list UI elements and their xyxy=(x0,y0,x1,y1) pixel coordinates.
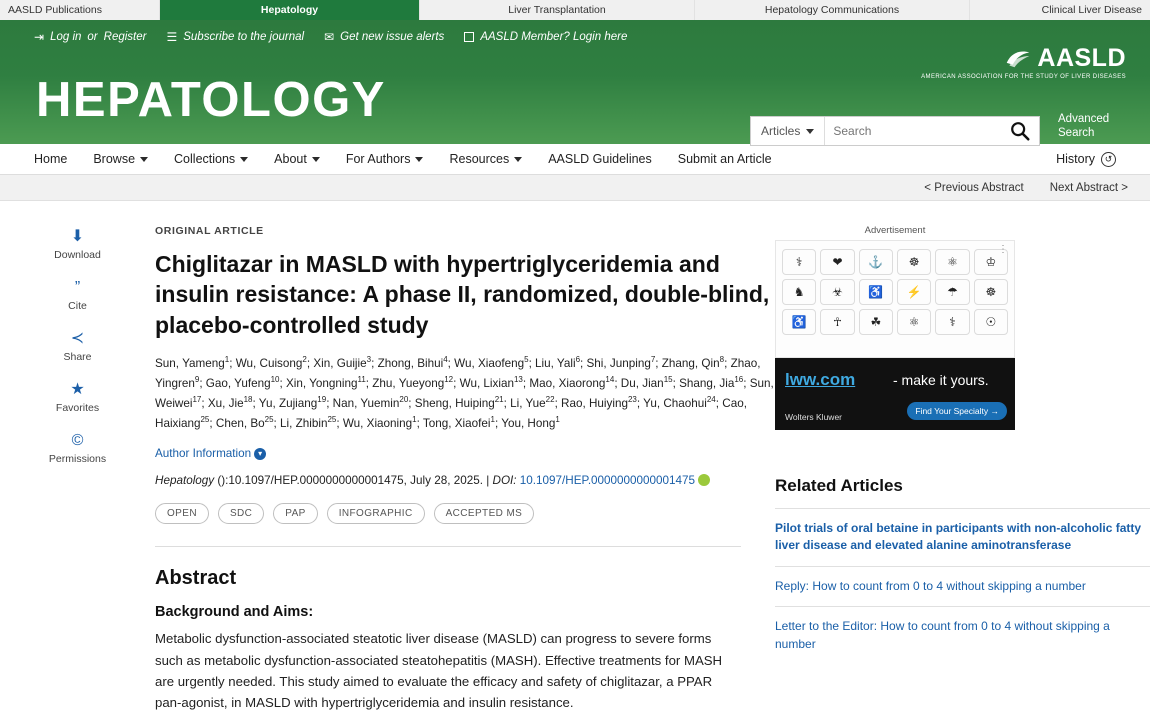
ad-icon-2: ❤ xyxy=(820,249,854,275)
main-navigation xyxy=(0,144,1150,175)
aasld-logo[interactable] xyxy=(921,46,1126,82)
nav-label: About xyxy=(274,152,307,166)
nav-label: Browse xyxy=(93,152,136,166)
ad-icon-7: ♞ xyxy=(782,279,816,305)
badge-infographic[interactable]: INFOGRAPHIC xyxy=(327,503,425,524)
search-area xyxy=(750,116,1040,146)
site-masthead xyxy=(0,20,1150,144)
ad-icon-15: ☘ xyxy=(859,309,893,335)
article-tools-rail xyxy=(0,201,155,713)
envelope-icon: ✉ xyxy=(324,30,335,44)
ad-icon-14: ☥ xyxy=(820,309,854,335)
tab-label: Liver Transplantation xyxy=(508,4,606,16)
ad-cta-button[interactable]: Find Your Specialty → xyxy=(907,402,1007,420)
search-button[interactable] xyxy=(1001,120,1039,142)
search-icon xyxy=(1009,120,1031,142)
new-issue-alerts-link[interactable]: Get new issue alerts xyxy=(340,31,445,43)
search-input[interactable] xyxy=(825,117,1001,145)
ad-brand: lww.com xyxy=(785,370,856,389)
related-article-link[interactable]: Reply: How to count from 0 to 4 without skipping a number xyxy=(775,578,1086,593)
chevron-down-icon xyxy=(140,157,148,162)
chevron-down-icon xyxy=(240,157,248,162)
tab-label: AASLD Publications xyxy=(8,4,102,16)
ad-tagline: - make it yours. xyxy=(893,372,989,388)
related-article-link[interactable]: Letter to the Editor: How to count from 0 to 4 without skipping a number xyxy=(775,619,1110,651)
tab-hepatology[interactable] xyxy=(160,0,420,20)
login-icon: ⇥ xyxy=(34,30,45,44)
article-badges xyxy=(155,503,775,524)
ad-icon-13: ♿ xyxy=(782,309,816,335)
ad-icon-11: ☂ xyxy=(935,279,969,305)
login-register-group[interactable] xyxy=(34,30,146,44)
member-login-group[interactable] xyxy=(464,31,627,43)
abstract-section-heading: Background and Aims: xyxy=(155,604,314,621)
altmetric-badge-icon[interactable] xyxy=(698,474,710,486)
nav-label: Home xyxy=(34,152,68,166)
related-article-item[interactable] xyxy=(775,566,1150,606)
nav-item-for-authors[interactable] xyxy=(346,152,424,166)
tab-clinical-liver-disease[interactable] xyxy=(970,0,1150,20)
tab-liver-transplantation[interactable] xyxy=(420,0,695,20)
ad-icon-6: ♔ xyxy=(974,249,1008,275)
ad-icon-5: ⚛ xyxy=(935,249,969,275)
share-icon: ≺ xyxy=(70,330,85,347)
nav-label: AASLD Guidelines xyxy=(548,152,652,166)
advertisement-block[interactable] xyxy=(775,225,1015,430)
alerts-group[interactable] xyxy=(324,30,444,44)
citation-line xyxy=(155,474,775,487)
author-information-toggle[interactable] xyxy=(155,447,775,460)
author-list: Sun, Yameng$^1$; Wu, Cuisong$^2$; Xin, Guijie$^3$; Zhong, Bihui$^4$; Wu, Xiaofeng$^5$; Liu, Yali$^6$; Shi, Junping$^7$; Zhang, Qin$^8$; Zhao, Yingren$^9$; Gao, Yufeng$^{10}$; Xin, Yongning$^{11}$; Zhu, Yueyong$^{12}$; Wu, Lixian$^{13}$; Mao, Xiaorong$^{14}$; Du, Jian$^{15}$; Shang, Jia$^{16}$; Sun, Weiwei$^{17}$; Xu, Jie$^{18}$; Yu, Zujiang$^{19}$; Nan, Yuemin$^{20}$; Sheng, Huiping$^{21}$; Li, Yue$^{22}$; Rao, Huiying$^{23}$; Yu, Chaohui$^{24}$; Cao, Haixiang$^{25}$; Chen, Bo$^{25}$; Li, Zhibin$^{25}$; Wu, Xiaoning$^1$; Tong, Xiaofei$^1$; You, Hong$^1$ xyxy=(155,355,774,430)
ad-publisher: Wolters Kluwer xyxy=(785,412,842,422)
author-information-label: Author Information xyxy=(155,447,252,461)
copyright-icon: © xyxy=(71,432,84,449)
tab-label: Clinical Liver Disease xyxy=(1041,4,1142,16)
or-text: or xyxy=(87,31,98,43)
ad-icon-9: ♿ xyxy=(859,279,893,305)
nav-label: Collections xyxy=(174,152,236,166)
tool-label: Cite xyxy=(68,300,87,312)
member-login-link[interactable]: AASLD Member? Login here xyxy=(480,31,628,43)
ad-icon-4: ☸ xyxy=(897,249,931,275)
chevron-down-icon: ▾ xyxy=(254,448,266,460)
subscribe-group[interactable] xyxy=(166,30,304,44)
advertisement-artwork[interactable] xyxy=(775,240,1015,358)
ad-icon-grid xyxy=(776,241,1014,343)
related-article-item[interactable] xyxy=(775,606,1150,664)
abstract-heading: Abstract xyxy=(155,567,237,590)
page-title: Chiglitazar in MASLD with hypertriglyceridemia and insulin resistance: A phase II, randomized, double-blind, placebo-controlled study xyxy=(155,251,770,338)
ad-icon-16: ⚛ xyxy=(897,309,931,335)
nav-label: For Authors xyxy=(345,152,411,166)
tab-label: Hepatology xyxy=(260,4,319,16)
menu-icon: ☰ xyxy=(166,30,178,44)
advertisement-label: Advertisement xyxy=(864,225,926,236)
utility-links xyxy=(0,20,1150,44)
previous-abstract-link[interactable]: < Previous Abstract xyxy=(924,181,1024,194)
abstract-section-text: Metabolic dysfunction-associated steatotic liver disease (MASLD) can progress to severe forms such as metabolic dysfunction-associated steatohepatitis (MASH). Effective treatments for MASH are urgently needed. This study aimed to evaluate the efficacy and safety of chiglitazar, a PPAR pan-agonist, in MASLD with hypertriglyceridemia and insulin resistance. xyxy=(155,631,723,710)
badge-sdc[interactable]: SDC xyxy=(218,503,264,524)
tool-download[interactable] xyxy=(0,227,155,261)
subscribe-link[interactable]: Subscribe to the journal xyxy=(183,31,305,43)
journal-logo[interactable]: HEPATOLOGY xyxy=(36,73,386,127)
ad-icon-8: ☣ xyxy=(820,279,854,305)
citation-rest: ():10.1097/HEP.0000000000001475, July 28, 2025. xyxy=(217,474,483,488)
doi-label: DOI: xyxy=(492,474,517,488)
tab-label: Hepatology Communications xyxy=(764,4,900,16)
search-scope-label: Articles xyxy=(761,124,801,138)
history-label: History xyxy=(1056,152,1095,166)
ad-icon-12: ☸ xyxy=(974,279,1008,305)
tool-label: Download xyxy=(54,249,101,261)
nav-item-collections[interactable] xyxy=(174,152,248,166)
badge-pap[interactable]: PAP xyxy=(273,503,317,524)
nav-label: Submit an Article xyxy=(677,152,772,166)
chevron-down-icon xyxy=(514,157,522,162)
citation-journal: Hepatology xyxy=(155,474,215,488)
nav-item-resources[interactable] xyxy=(449,152,522,166)
article-type-kicker: ORIGINAL ARTICLE xyxy=(155,225,264,237)
chevron-down-icon xyxy=(806,129,814,134)
history-button[interactable] xyxy=(1056,152,1116,167)
history-clock-icon: ↺ xyxy=(1101,152,1116,167)
nav-item-aasld-guidelines[interactable] xyxy=(548,152,652,166)
tab-hepatology-communications[interactable] xyxy=(695,0,970,20)
badge-open[interactable]: OPEN xyxy=(155,503,209,524)
tab-aasld-publications[interactable] xyxy=(0,0,160,20)
chevron-down-icon xyxy=(312,157,320,162)
ad-options-icon[interactable]: ⋮ xyxy=(998,244,1009,255)
nav-item-about[interactable] xyxy=(274,152,320,166)
sidebar-right xyxy=(775,201,1150,713)
tool-label: Favorites xyxy=(55,402,100,414)
tool-favorites[interactable] xyxy=(0,380,155,414)
ad-icon-18: ☉ xyxy=(974,309,1008,335)
nav-label: Resources xyxy=(449,152,510,166)
nav-item-browse[interactable] xyxy=(93,152,148,166)
tool-cite[interactable] xyxy=(0,278,155,312)
publication-tab-bar xyxy=(0,0,1150,20)
member-icon xyxy=(464,32,474,42)
advertisement-banner[interactable] xyxy=(775,358,1015,430)
register-link[interactable]: Register xyxy=(103,31,147,43)
next-abstract-link[interactable]: Next Abstract > xyxy=(1049,181,1128,194)
divider xyxy=(155,546,741,547)
quote-icon: ” xyxy=(74,279,81,296)
nav-item-submit-an-article[interactable] xyxy=(678,152,772,166)
article-main xyxy=(155,201,775,713)
aasld-logo-name: AASLD xyxy=(1037,44,1126,72)
nav-item-home[interactable] xyxy=(34,152,67,166)
page-content xyxy=(0,201,1150,713)
citation-separator: | xyxy=(486,474,490,488)
related-article-link[interactable]: Pilot trials of oral betaine in participants with non-alcoholic fatty liver disease and elevated alanine aminotransferase xyxy=(775,521,1142,553)
tool-permissions[interactable] xyxy=(0,431,155,465)
ad-icon-10: ⚡ xyxy=(897,279,931,305)
doi-link[interactable]: 10.1097/HEP.0000000000001475 xyxy=(519,474,696,488)
ad-icon-1: ⚕ xyxy=(782,249,816,275)
tool-label: Permissions xyxy=(48,453,107,465)
advanced-search-link[interactable]: Advanced Search xyxy=(1058,113,1110,140)
related-article-item[interactable] xyxy=(775,508,1150,566)
tool-share[interactable] xyxy=(0,329,155,363)
star-icon: ★ xyxy=(70,381,85,398)
ad-icon-17: ⚕ xyxy=(935,309,969,335)
chevron-down-icon xyxy=(415,157,423,162)
search-scope-select[interactable] xyxy=(751,117,825,145)
login-link[interactable]: Log in xyxy=(50,31,82,43)
download-icon: ⬇ xyxy=(70,228,85,245)
aasld-logo-tagline: AMERICAN ASSOCIATION FOR THE STUDY OF LIVER DISEASES xyxy=(921,74,1126,80)
badge-accepted-ms[interactable]: ACCEPTED MS xyxy=(434,503,535,524)
ad-icon-3: ⚓ xyxy=(859,249,893,275)
tool-label: Share xyxy=(63,351,92,363)
abstract-pager xyxy=(0,175,1150,201)
search-box[interactable] xyxy=(750,116,1040,146)
related-articles-heading: Related Articles xyxy=(775,476,903,495)
